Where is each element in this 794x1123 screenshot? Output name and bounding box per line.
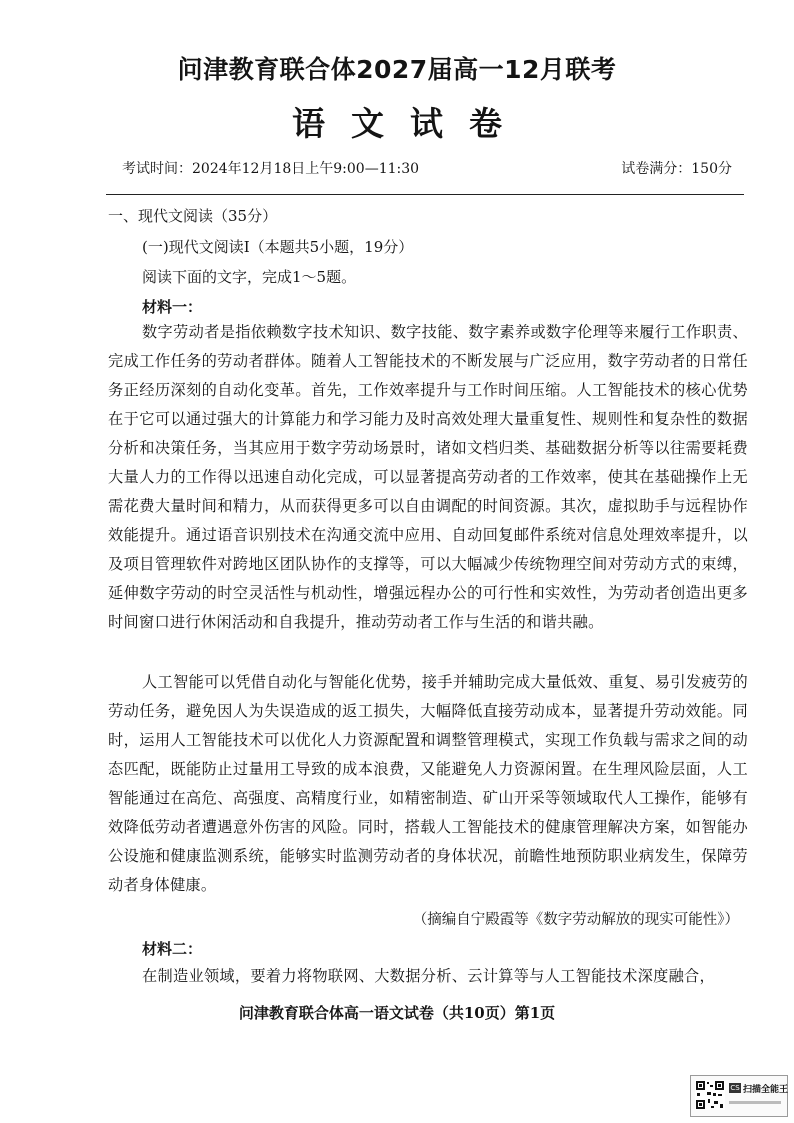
material1-paragraph-2: 人工智能可以凭借自动化与智能化优势，接手并辅助完成大量低效、重复、易引发疲劳的劳动任务，避免因人为失误造成的返工损失，大幅降低直接劳动成本，显著提升劳动效能。同时，运用人工智能技术可以优化人力资源配置和调整管理模式，实现工作负载与需求之间的动态匹配，既能防止过量用工导致的成本浪费，又能避免人力资源闲置。在生理风险层面，人工智能通过在高危、高强度、高精度行业，如精密制造、矿山开采等领域取代人工操作，能够有效降低劳动者遭遇意外伤害的风险。同时，搭载人工智能技术的健康管理解决方案，如智能办公设施和健康监测系统，能够实时监测劳动者的身体状况，前瞻性地预防职业病发生，保障劳动者身体健康。 [108,673,748,894]
header-divider [106,194,744,195]
camscanner-logo-icon: CS [730,1084,740,1092]
qr-code-icon [695,1080,725,1110]
exam-title: 问津教育联合体2027届高一12月联考 [177,55,617,84]
subject-title: 语文试卷 [292,104,528,143]
material2-label: 材料二： [142,940,203,958]
material1-paragraph-1: 数字劳动者是指依赖数字技术知识、数字技能、数字素养或数字伦理等来履行工作职责、完成工作任务的劳动者群体。随着人工智能技术的不断发展与广泛应用，数字劳动者的日常任务正经历深刻的自动化变革。首先，工作效率提升与工作时间压缩。人工智能技术的核心优势在于它可以通过强大的计算能力和学习能力及时高效处理大量重复性、规则性和复杂性的数据分析和决策任务，当其应用于数字劳动场景时，诸如文档归类、基础数据分析等以往需要耗费大量人力的工作得以迅速自动化完成，可以显著提高劳动者的工作效率，使其在基础操作上无需花费大量时间和精力，从而获得更多可以自由调配的时间资源。其次，虚拟助手与远程协作效能提升。通过语音识别技术在沟通交流中应用、自动回复邮件系统对信息处理效率提升，以及项目管理软件对跨地区团队协作的支撑等，可以大幅减少传统物理空间对劳动方式的束缚，延伸数字劳动的时空灵活性与机动性，增强远程办公的可行性和实效性，为劳动者创造出更多时间窗口进行休闲活动和自我提升，推动劳动者工作与生活的和谐共融。 [108,323,748,631]
page-footer: 问津教育联合体高一语文试卷（共10页）第1页 [238,1004,556,1022]
section-heading: 一、现代文阅读（35分） [108,207,278,225]
scanner-app-name: 扫描全能王 [743,1085,789,1095]
reading-instruction: 阅读下面的文字，完成1～5题。 [142,268,357,286]
scanner-watermark [690,1075,788,1117]
exam-time: 考试时间：2024年12月18日上午9:00—11:30 [122,161,420,177]
scanner-caption-line [729,1101,781,1104]
material2-paragraph-1: 在制造业领域，要着力将物联网、大数据分析、云计算等与人工智能技术深度融合， [142,967,716,985]
full-score: 试卷满分：150分 [621,161,732,177]
material1-source: （摘编自宁殿霞等《数字劳动解放的现实可能性》） [412,912,739,928]
material1-label: 材料一： [142,298,203,316]
sub-section-heading: (一)现代文阅读Ⅰ（本题共5小题，19分） [142,238,414,256]
